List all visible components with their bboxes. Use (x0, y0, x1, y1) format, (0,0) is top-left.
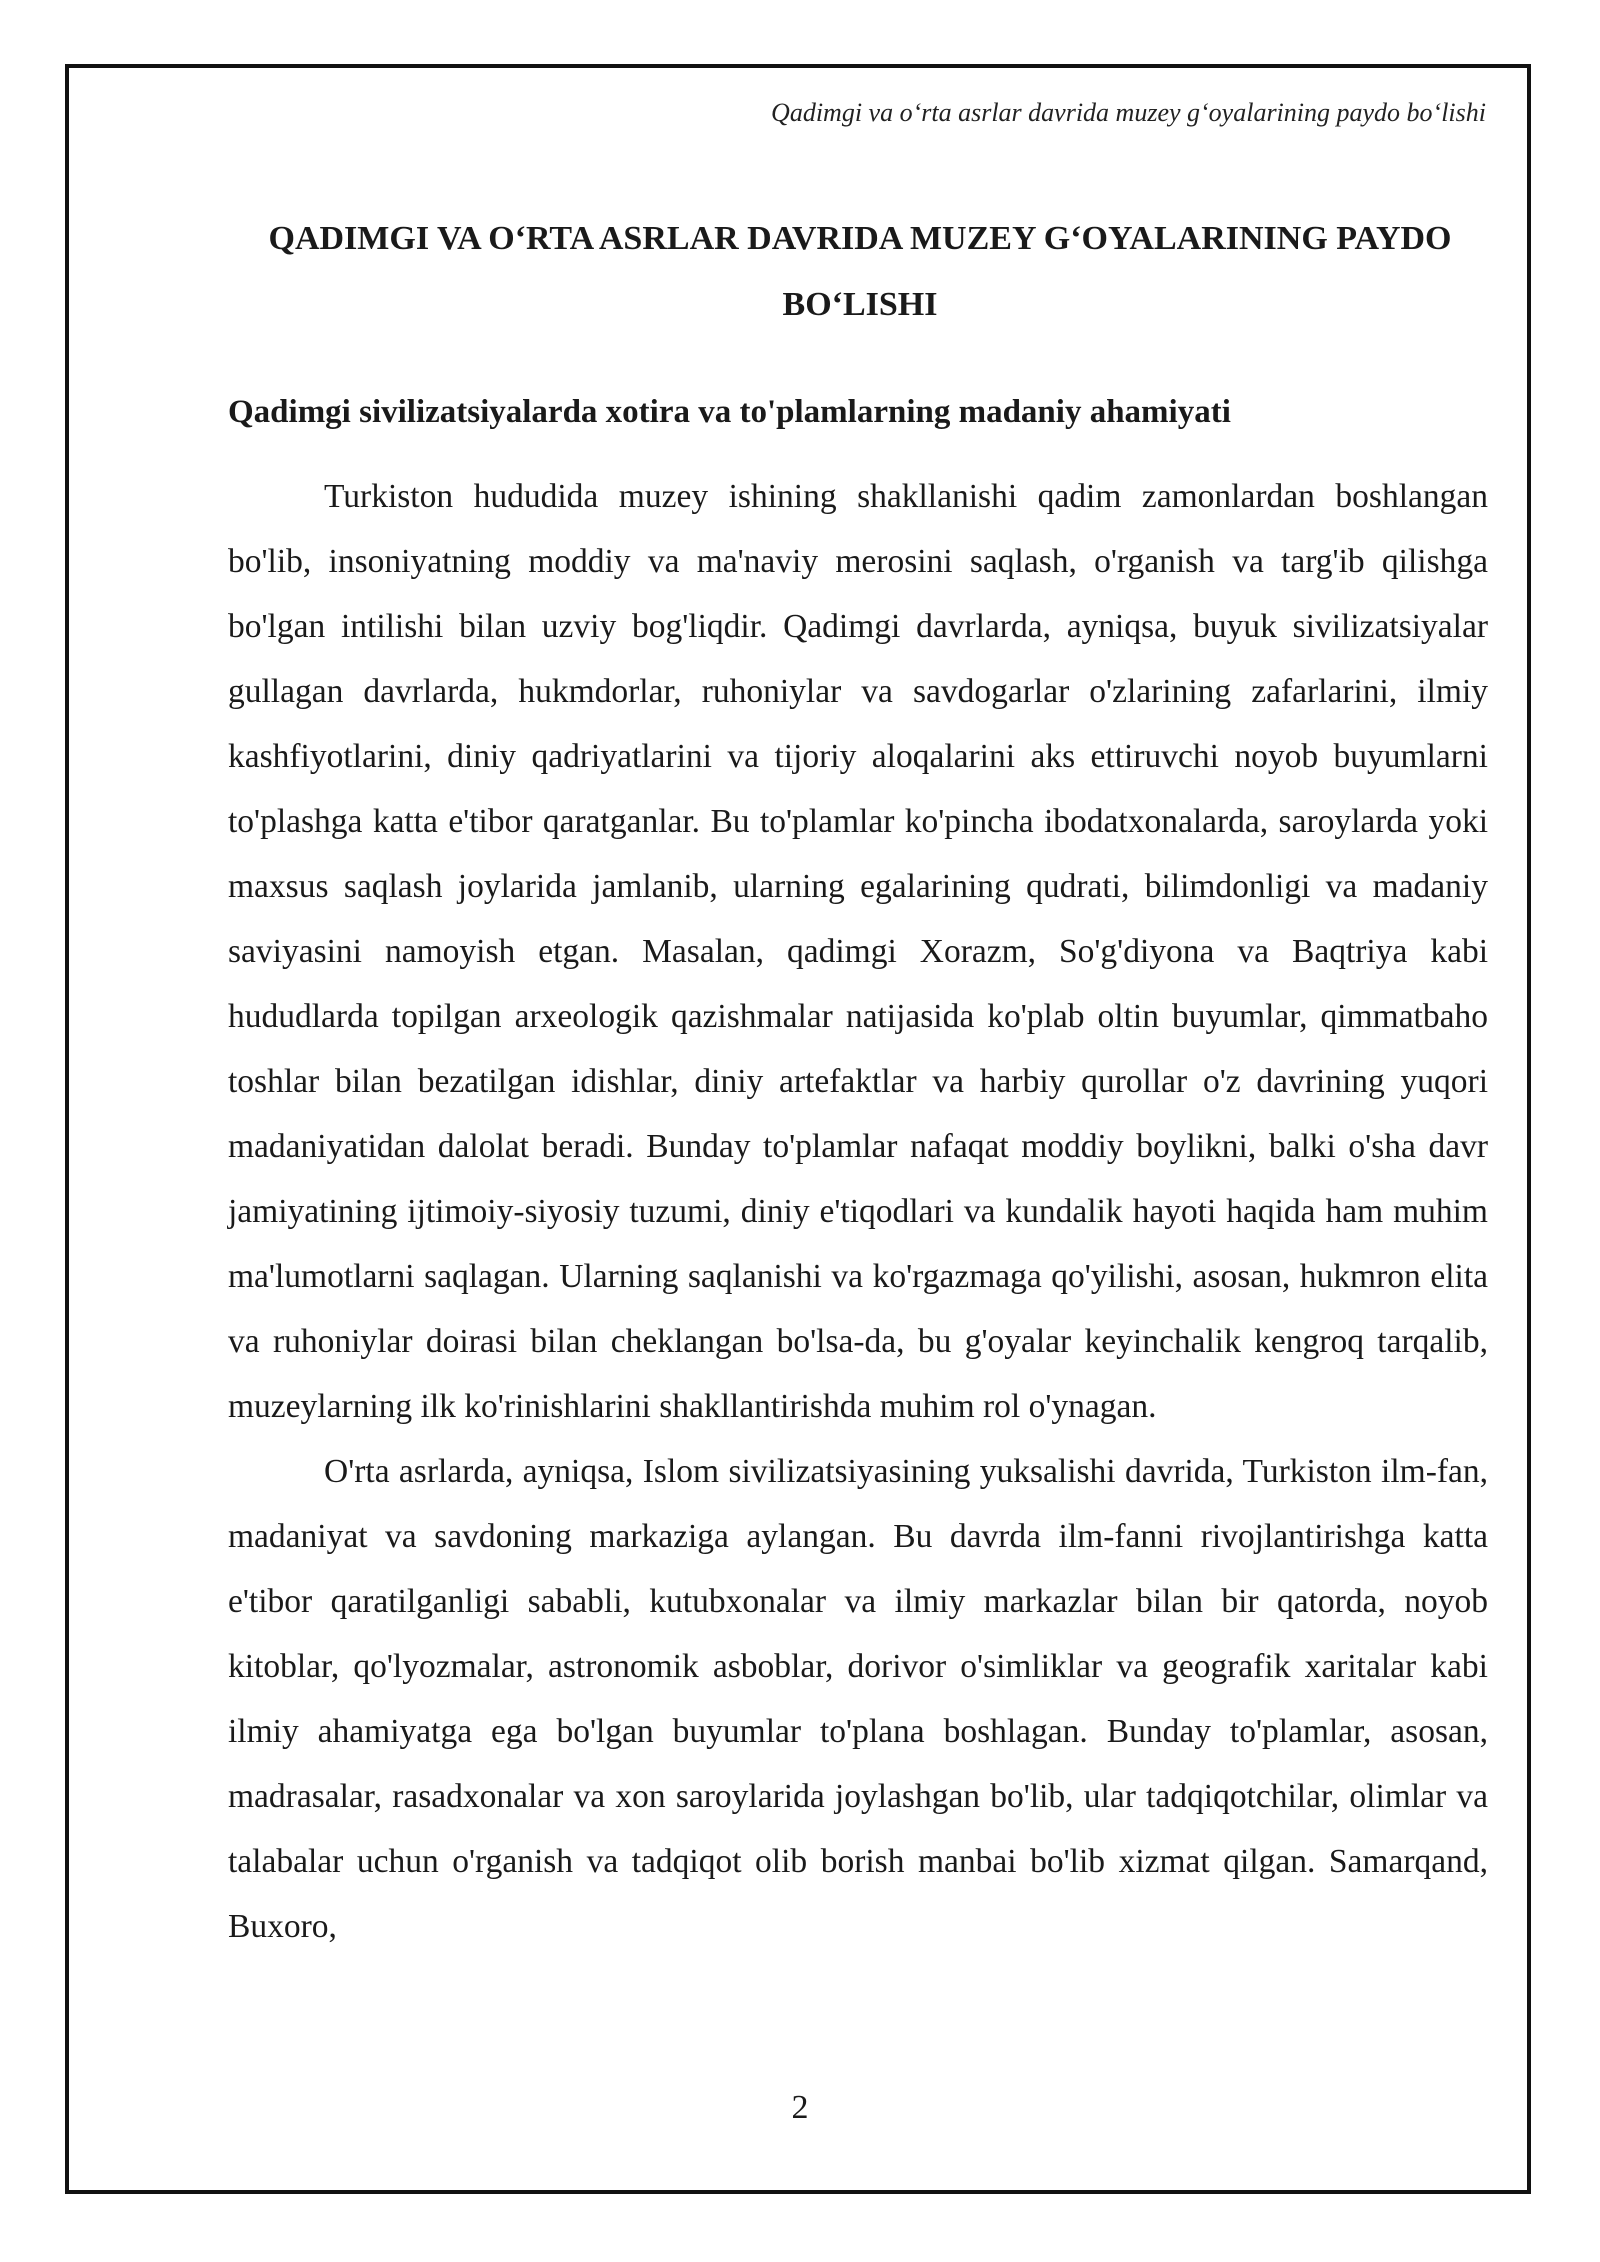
paragraph: Turkiston hududida muzey ishining shakllanishi qadim zamonlardan boshlangan bo'lib, insoniyatning moddiy va ma'naviy merosini saqlash, o'rganish va targ'ib qilishga bo'lgan intilishi bilan uzviy bog'liqdir. Qadimgi davrlarda, ayniqsa, buyuk sivilizatsiyalar gullagan davrlarda, hukmdorlar, ruhoniylar va savdogarlar o'zlarining zafarlarini, ilmiy kashfiyotlarini, diniy qadriyatlarini va tijoriy aloqalarini aks ettiruvchi noyob buyumlarni to'plashga katta e'tibor qaratganlar. Bu to'plamlar ko'pincha ibodatxonalarda, saroylarda yoki maxsus saqlash joylarida jamlanib, ularning egalarining qudrati, bilimdonligi va madaniy saviyasini namoyish etgan. Masalan, qadimgi Xorazm, So'g'diyona va Baqtriya kabi hududlarda topilgan arxeologik qazishmalar natijasida ko'plab oltin buyumlar, qimmatbaho toshlar bilan bezatilgan idishlar, diniy artefaktlar va harbiy qurollar o'z davrining yuqori madaniyatidan dalolat beradi. Bunday to'plamlar nafaqat moddiy boylikni, balki o'sha davr jamiyatining ijtimoiy-siyosiy tuzumi, diniy e'tiqodlari va kundalik hayoti haqida ham muhim ma'lumotlarni saqlagan. Ularning saqlanishi va ko'rgazmaga qo'yilishi, asosan, hukmron elita va ruhoniylar doirasi bilan cheklangan bo'lsa-da, bu g'oyalar keyinchalik kengroq tarqalib, muzeylarning ilk ko'rinishlarini shakllantirishda muhim rol o'ynagan. (228, 478, 1488, 1425)
section-heading: Qadimgi sivilizatsiyalarda xotira va to'plamlarning madaniy ahamiyati (228, 394, 1231, 430)
page-number: 2 (791, 2089, 809, 2126)
body-text (228, 464, 1488, 1959)
document-title: QADIMGI VA O‘RTA ASRLAR DAVRIDA MUZEY G‘OYALARINING PAYDO BO‘LISHI (268, 220, 1452, 323)
running-header: Qadimgi va o‘rta asrlar davrida muzey g‘oyalarining paydo bo‘lishi (771, 98, 1486, 127)
paragraph: O'rta asrlarda, ayniqsa, Islom sivilizatsiyasining yuksalishi davrida, Turkiston ilm-fan, madaniyat va savdoning markaziga aylangan. Bu davrda ilm-fanni rivojlantirishga katta e'tibor qaratilganligi sababli, kutubxonalar va ilmiy markazlar bilan bir qatorda, noyob kitoblar, qo'lyozmalar, astronomik asboblar, dorivor o'simliklar va geografik xaritalar kabi ilmiy ahamiyatga ega bo'lgan buyumlar to'plana boshlagan. Bunday to'plamlar, asosan, madrasalar, rasadxonalar va xon saroylarida joylashgan bo'lib, ular tadqiqotchilar, olimlar va talabalar uchun o'rganish va tadqiqot olib borish manbai bo'lib xizmat qilgan. Samarqand, Buxoro, (228, 1453, 1488, 1945)
